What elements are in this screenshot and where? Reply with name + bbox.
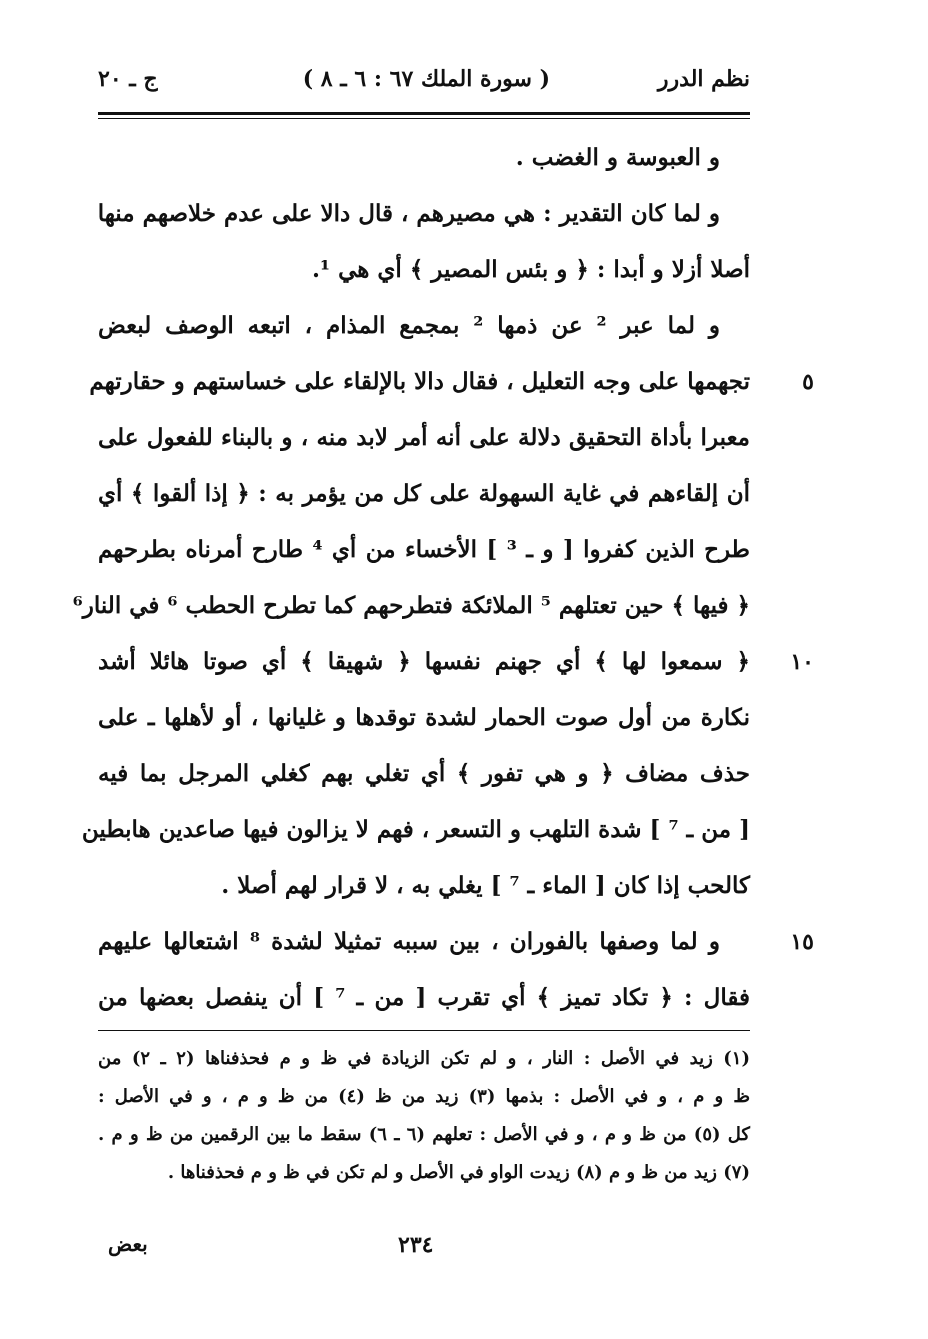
footnote-line: ظ و م ، و في الأصل : بذمها (٣) زيد من ظ (٤) من ظ و م ، و في الأصل : [98,1086,751,1107]
text-line: أصلا أزلا و أبدا : ﴿ و بئس المصير ﴾ أي هي ¹. [312,256,750,283]
text-line: و لما وصفها بالفوران ، بين سببه تمثيلا لشدة ⁸ اشتعالها عليهم ١٥ [98,914,750,970]
footnotes [98,1040,750,1192]
footnote-line: كل (٥) من ظ و م ، و في الأصل : تعلهم (٦ ـ ٦) سقط ما بين الرقمين من ظ و م . [98,1124,751,1145]
text-line: نكارة من أول صوت الحمار لشدة توقدها و غليانها ، أو لأهلها ـ على [98,704,750,731]
text-line: حذف مضاف ﴿ و هي تفور ﴾ أي تغلي بهم كغلي المرجل بما فيه [98,760,750,787]
text-line: ﴿ سمعوا لها ﴾ أي جهنم نفسها ﴿ شهيقا ﴾ أي صوتا هائلا أشد ١٠ [98,634,750,690]
text-line: طرح الذين كفروا [ و ـ ³ ] الأخساء من أي ⁴ طارح أمرناه بطرحهم [98,536,750,563]
text-line: و لما عبر ² عن ذمها ² بمجمع المذام ، اتبعه الوصف لبعض [98,312,720,339]
text-line: و العبوسة و الغضب . [515,144,720,171]
footnote-line: (١) زيد في الأصل : النار ، و لم تكن الزيادة في ظ و م فحذفناها (٢ ـ ٢) من [98,1048,750,1069]
header-rule-thin [98,118,750,119]
running-header [98,60,750,110]
text-line: كالحب إذا كان [ الماء ـ ⁷ ] يغلي به ، لا قرار لهم أصلا . [221,872,750,899]
catchword: بعض [108,1232,148,1256]
main-text [72,130,814,1026]
volume-number: ج ـ ٢٠ [98,66,158,92]
line-number: ١٥ [790,929,814,955]
text-line: [ من ـ ⁷ ] شدة التلهب و التسعر ، فهم لا يزالون فيها صاعدين هابطين [81,816,750,843]
text-line: فقال : ﴿ تكاد تميز ﴾ أي تقرب [ من ـ ⁷ ] أن ينفصل بعضها من [98,984,751,1011]
header-rule-thick [98,112,750,115]
text-line: و لما كان التقدير : هي مصيرهم ، قال دالا على عدم خلاصهم منها [97,200,720,227]
page-footer [98,1232,750,1272]
line-number: ١٠ [790,649,814,675]
surah-reference: ( سورة الملك ٦٧ : ٦ ـ ٨ ) [302,66,550,92]
line-number: ٥ [802,369,814,395]
book-title: نظم الدرر [657,66,750,92]
footnote-line: (٧) زيد من ظ و م (٨) زيدت الواو في الأصل و لم تكن في ظ و م فحذفناها . [167,1162,750,1183]
text-line: أن إلقاءهم في غاية السهولة على كل من يؤمر به : ﴿ إذا ألقوا ﴾ أي [98,480,750,507]
text-line: معبرا بأداة التحقيق دلالة على أنه أمر لابد منه ، و بالبناء للفعول على [98,424,750,451]
footnote-rule [98,1030,750,1031]
page-number: ٢٣٤ [398,1232,434,1258]
text-line: ﴿ فيها ﴾ حين تعتلهم ⁵ الملائكة فتطرحهم كما تطرح الحطب ⁶ في النار⁶ [72,592,750,619]
text-line: تجهمها على وجه التعليل ، فقال دالا بالإلقاء على خساستهم و حقارتهم ٥ [98,354,750,410]
